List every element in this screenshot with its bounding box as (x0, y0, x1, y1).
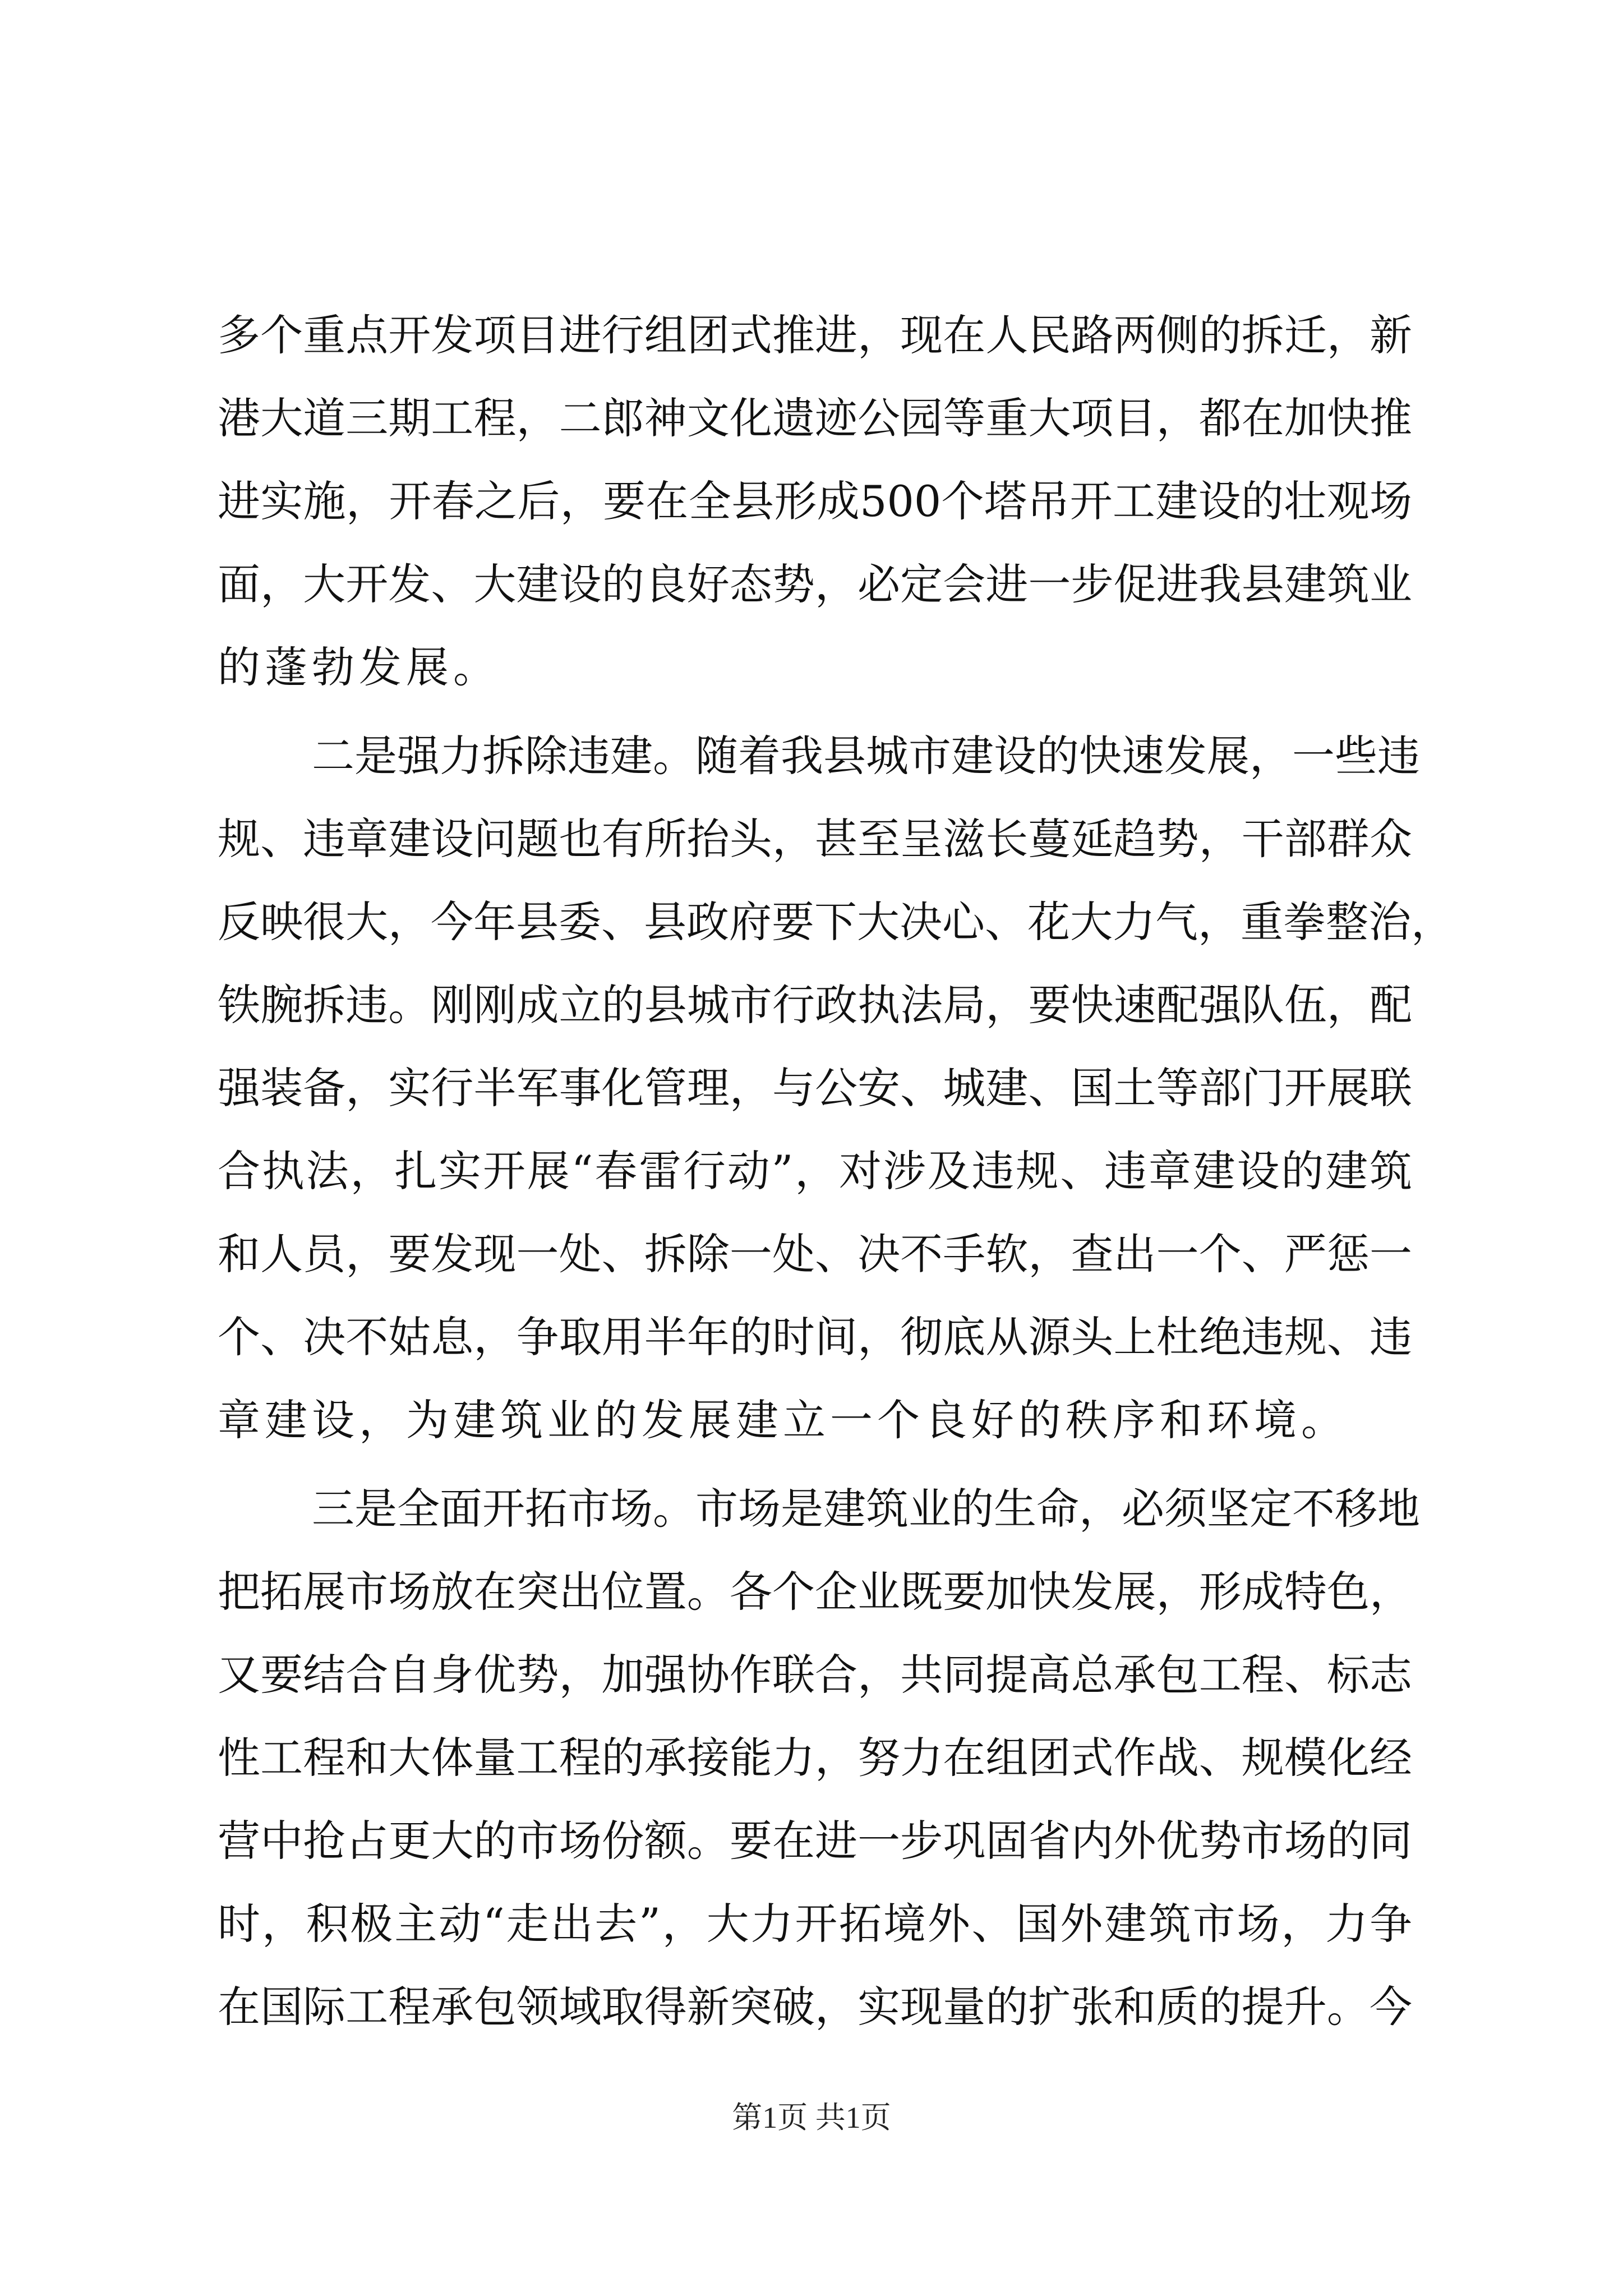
paragraph-spacer (218, 1462, 1412, 1467)
text-line: 规、违章建设问题也有所抬头，甚至呈滋长蔓延趋势，干部群众 (218, 814, 1412, 864)
text-line: 多个重点开发项目进行组团式推进，现在人民路两侧的拆迁，新 (218, 310, 1412, 360)
text-line: 个、决不姑息，争取用半年的时间，彻底从源头上杜绝违规、违 (218, 1312, 1412, 1362)
text-line: 进实施，开春之后，要在全县形成500个塔吊开工建设的壮观场 (218, 476, 1412, 526)
page-number-footer: 第1页 共1页 (732, 2101, 891, 2134)
text-line: 铁腕拆违。刚刚成立的县城市行政执法局，要快速配强队伍，配 (218, 980, 1412, 1030)
text-line: 强装备，实行半军事化管理，与公安、城建、国土等部门开展联 (218, 1063, 1412, 1113)
text-line: 把拓展市场放在突出位置。各个企业既要加快发展，形成特色， (218, 1567, 1412, 1617)
text-line: 在国际工程承包领域取得新突破，实现量的扩张和质的提升。今 (218, 1982, 1412, 2032)
document-body (218, 294, 1454, 2049)
text-line: 又要结合自身优势，加强协作联合，共同提高总承包工程、标志 (218, 1650, 1412, 1700)
text-line: 反映很大，今年县委、县政府要下大决心、花大力气，重拳整治， (218, 897, 1454, 947)
text-line: 合执法，扎实开展“春雷行动”，对涉及违规、违章建设的建筑 (218, 1146, 1412, 1196)
text-line: 营中抢占更大的市场份额。要在进一步巩固省内外优势市场的同 (218, 1816, 1412, 1866)
text-line: 二是强力拆除违建。随着我县城市建设的快速发展，一些违 (312, 731, 1420, 781)
text-line: 和人员，要发现一处、拆除一处、决不手软，查出一个、严惩一 (218, 1229, 1412, 1279)
text-line: 时，积极主动“走出去”，大力开拓境外、国外建筑市场，力争 (218, 1899, 1412, 1949)
text-line: 章建设，为建筑业的发展建立一个良好的秩序和环境。 (218, 1395, 1348, 1445)
text-line: 面，大开发、大建设的良好态势，必定会进一步促进我县建筑业 (218, 559, 1412, 609)
text-line: 性工程和大体量工程的承接能力，努力在组团式作战、规模化经 (218, 1733, 1412, 1783)
paragraph-spacer (218, 709, 1412, 715)
text-line: 三是全面开拓市场。市场是建筑业的生命，必须坚定不移地 (312, 1484, 1420, 1534)
text-line: 的蓬勃发展。 (218, 642, 500, 692)
text-line: 港大道三期工程，二郎神文化遗迹公园等重大项目，都在加快推 (218, 393, 1412, 443)
